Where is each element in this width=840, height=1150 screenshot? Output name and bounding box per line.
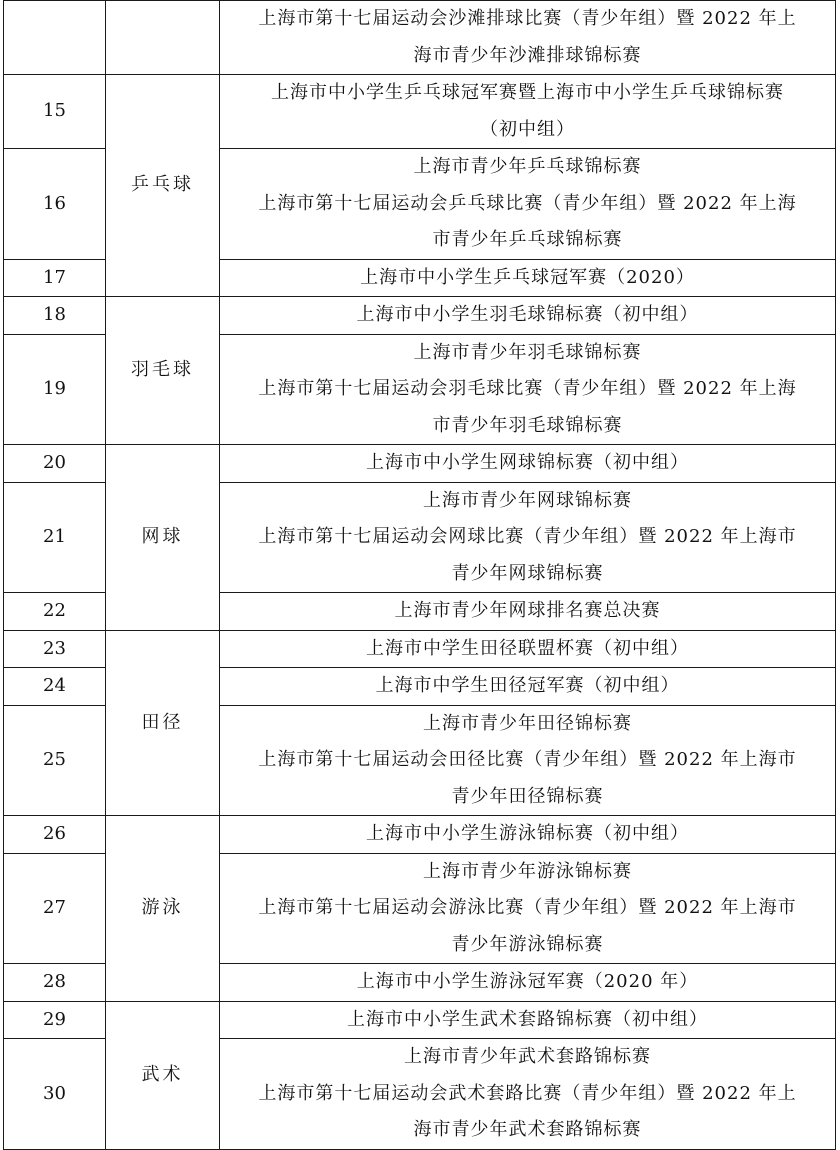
table-row [4,630,836,668]
sport-cell-pingpong: 乒乓球 [106,75,220,297]
event-cell [220,1001,836,1039]
event-line: 上海市中小学生游泳锦标赛（初中组） [366,823,689,844]
event-line: 上海市第十七届运动会乒乓球比赛（青少年组）暨 2022 年上海 [258,192,797,214]
table-row [4,75,836,149]
event-line: 上海市青少年乒乓球锦标赛 [413,156,642,177]
event-line: 上海市第十七届运动会武术套路比赛（青少年组）暨 2022 年上 [258,1082,797,1104]
event-cell [220,75,836,149]
row-number: 20 [4,445,106,483]
event-line: 上海市青少年武术套路锦标赛 [404,1046,651,1067]
row-number: 28 [4,964,106,1002]
event-line: 上海市中小学生武术套路锦标赛（初中组） [347,1008,708,1030]
event-line: 上海市青少年网球锦标赛 [423,489,632,511]
event-line: 市青少年羽毛球锦标赛 [432,414,623,436]
row-number: 15 [4,75,106,149]
event-line: 上海市中小学生乒乓球冠军赛暨上海市中小学生乒乓球锦标赛 [271,82,784,103]
row-number: 29 [4,1001,106,1039]
event-cell [220,1,836,75]
row-number: 24 [4,668,106,706]
row-number: 26 [4,816,106,854]
event-cell [220,630,836,668]
event-line: 上海市中小学生网球锦标赛（初中组） [366,452,689,473]
row-number: 23 [4,630,106,668]
sport-cell-athletics: 田径 [106,630,220,816]
sport-cell-swimming: 游泳 [106,816,220,1002]
event-cell [220,668,836,706]
event-cell [220,482,836,593]
event-line: 上海市第十七届运动会游泳比赛（青少年组）暨 2022 年上海市 [258,897,797,918]
row-number [4,1,106,75]
event-line: 上海市青少年游泳锦标赛 [423,860,632,882]
event-line: 上海市青少年网球排名赛总决赛 [394,600,661,621]
event-line: 上海市第十七届运动会沙滩排球比赛（青少年组）暨 2022 年上 [258,8,797,29]
event-cell [220,816,836,854]
event-cell [220,259,836,297]
row-number: 19 [4,334,106,445]
event-line: 海市青少年沙滩排球锦标赛 [413,44,642,66]
table-row [4,1001,836,1039]
event-cell [220,705,836,816]
event-line: 上海市第十七届运动会田径比赛（青少年组）暨 2022 年上海市 [258,749,797,770]
row-number: 17 [4,259,106,297]
table-row [4,816,836,854]
table-row [4,445,836,483]
row-number: 18 [4,297,106,335]
row-number: 25 [4,705,106,816]
event-cell [220,964,836,1002]
table-row [4,1,836,75]
sport-cell-beach-volleyball [106,1,220,75]
event-line: 市青少年乒乓球锦标赛 [432,229,623,250]
event-cell [220,1039,836,1150]
event-line: 上海市中学生田径联盟杯赛（初中组） [366,637,689,659]
event-line: （初中组） [480,118,575,140]
event-line: 上海市青少年羽毛球锦标赛 [413,341,642,363]
row-number: 21 [4,482,106,593]
event-cell [220,593,836,631]
sport-cell-wushu: 武术 [106,1001,220,1149]
row-number: 30 [4,1039,106,1150]
event-line: 上海市第十七届运动会羽毛球比赛（青少年组）暨 2022 年上海 [258,378,797,399]
event-line: 青少年网球锦标赛 [451,562,604,584]
row-number: 16 [4,149,106,260]
event-cell [220,297,836,335]
competition-table [3,0,836,1150]
row-number: 22 [4,593,106,631]
sport-cell-tennis: 网球 [106,445,220,631]
event-line: 上海市第十七届运动会网球比赛（青少年组）暨 2022 年上海市 [258,526,797,547]
event-line: 上海市青少年田径锦标赛 [423,712,632,734]
event-line: 上海市中小学生游泳冠军赛（2020 年） [356,971,699,992]
event-cell [220,853,836,964]
event-line: 上海市中小学生乒乓球冠军赛（2020） [360,266,695,288]
event-line: 上海市中学生田径冠军赛（初中组） [375,675,680,696]
table-row [4,297,836,335]
sport-cell-badminton: 羽毛球 [106,297,220,445]
event-cell [220,334,836,445]
event-line: 青少年游泳锦标赛 [451,933,604,955]
event-line: 上海市中小学生羽毛球锦标赛（初中组） [356,304,699,325]
row-number: 27 [4,853,106,964]
event-cell [220,445,836,483]
event-line: 海市青少年武术套路锦标赛 [413,1119,642,1140]
event-cell [220,149,836,260]
event-line: 青少年田径锦标赛 [451,785,604,807]
